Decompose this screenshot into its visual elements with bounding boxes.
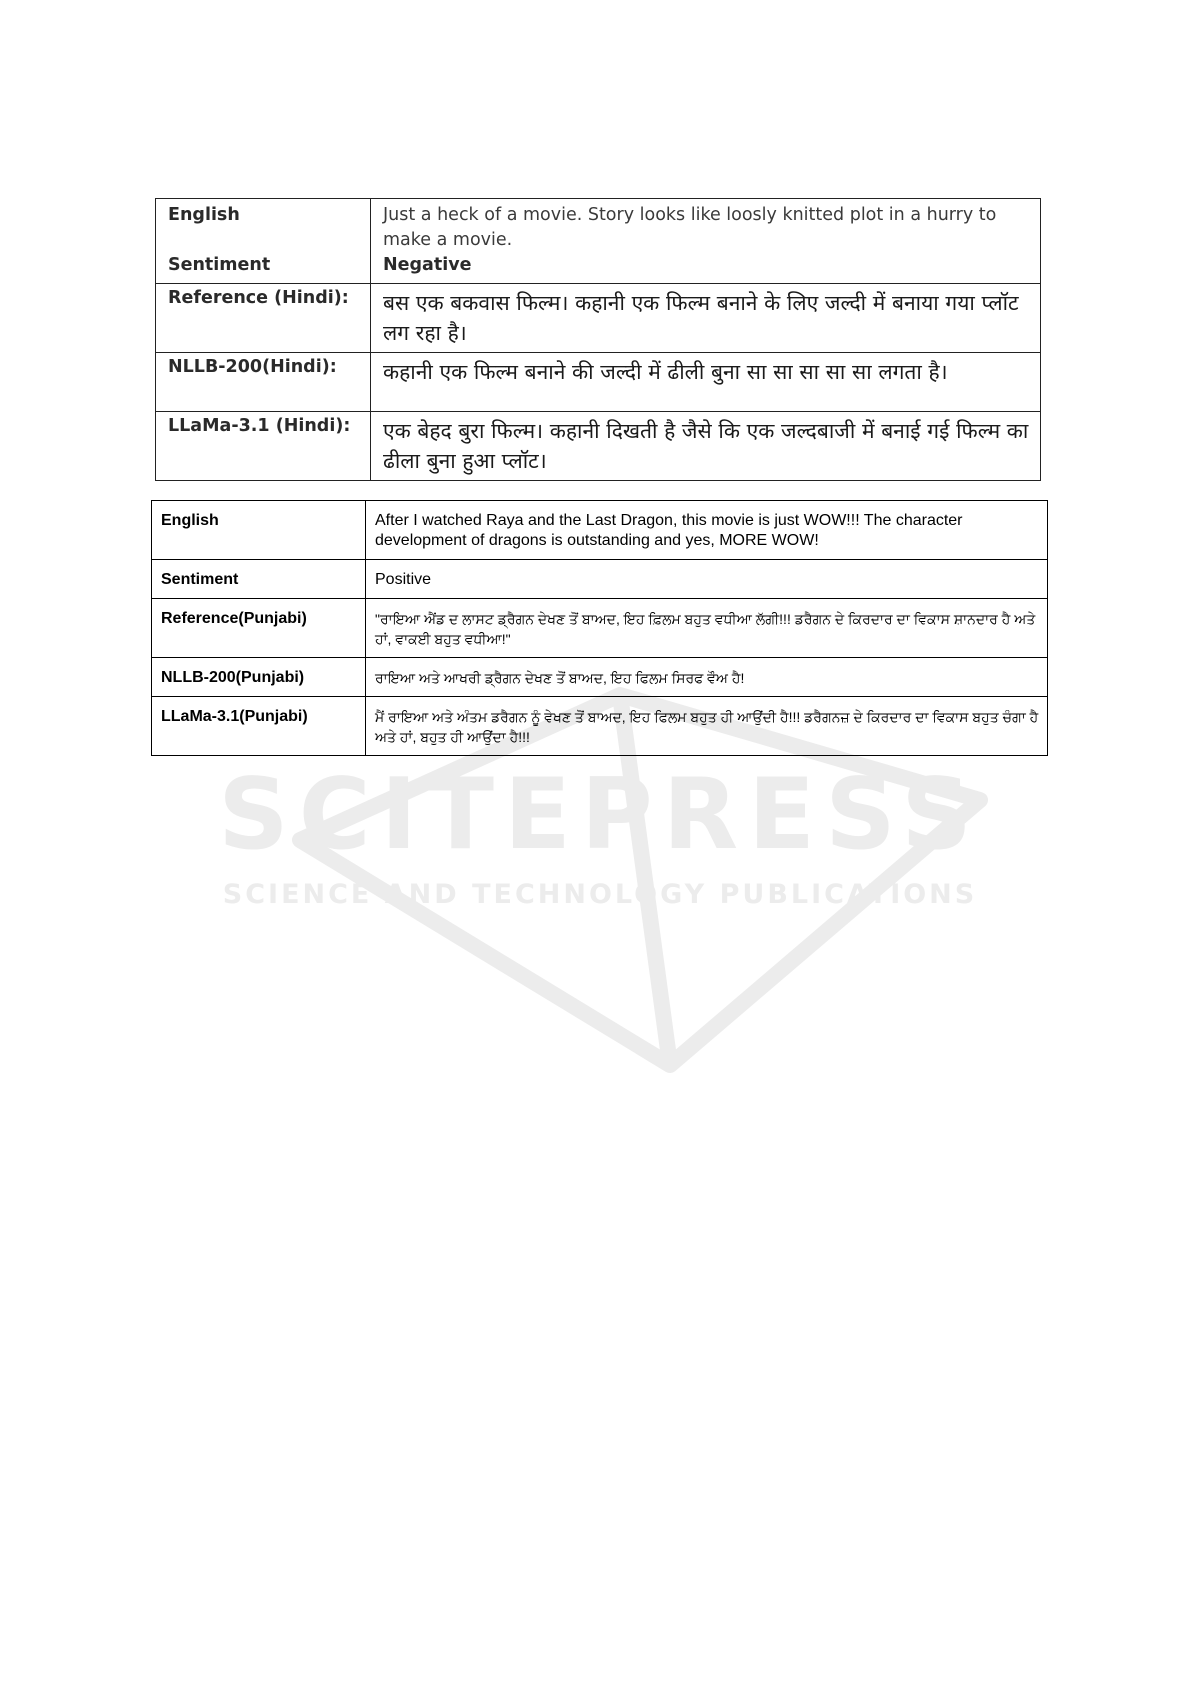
label-cell [156, 199, 371, 284]
row-text: ਰਾਇਆ ਅਤੇ ਆਖਰੀ ਡ੍ਰੈਗਨ ਦੇਖਣ ਤੋਂ ਬਾਅਦ, ਇਹ ਫਿਲਮ ਸਿਰਫ ਵੌਅ ਹੈ! [366, 658, 1048, 697]
row-label: Reference(Punjabi) [152, 599, 366, 658]
table-row [152, 560, 1048, 599]
table-row [156, 353, 1041, 412]
table-row [152, 658, 1048, 697]
row-label: LLaMa-3.1(Punjabi) [152, 697, 366, 756]
row-label: NLLB-200(Punjabi) [152, 658, 366, 697]
row-text: एक बेहद बुरा फिल्म। कहानी दिखती है जैसे कि एक जल्दबाजी में बनाई गई फिल्म का ढीला बुना हुआ प्लॉट। [371, 412, 1041, 481]
row-label: LLaMa-3.1 (Hindi): [156, 412, 371, 481]
row-text: "ਰਾਇਆ ਐਂਡ ਦ ਲਾਸਟ ਡ੍ਰੈਗਨ ਦੇਖਣ ਤੋਂ ਬਾਅਦ, ਇਹ ਫ਼ਿਲਮ ਬਹੁਤ ਵਧੀਆ ਲੱਗੀ!!! ਡਰੈਗਨ ਦੇ ਕਿਰਦਾਰ ਦਾ ਵਿਕਾਸ ਸ਼ਾਨਦਾਰ ਹੈ ਅਤੇ ਹਾਂ, ਵਾਕਈ ਬਹੁਤ ਵਧੀਆ!" [366, 599, 1048, 658]
table-row [152, 501, 1048, 560]
hindi-translation-table [155, 198, 1041, 481]
value-cell [371, 199, 1041, 284]
english-label: English [168, 205, 240, 225]
sentiment-label: Sentiment [168, 255, 271, 275]
row-text: कहानी एक फिल्म बनाने की जल्दी में ढीली बुना सा सा सा सा सा लगता है। [371, 353, 1041, 412]
row-text: After I watched Raya and the Last Dragon, this movie is just WOW!!! The character development of dragons is outstanding and yes, MORE WOW! [366, 501, 1048, 560]
table-row [156, 284, 1041, 353]
row-label: NLLB-200(Hindi): [156, 353, 371, 412]
english-text: Just a heck of a movie. Story looks like loosly knitted plot in a hurry to make a movie. [383, 205, 997, 250]
table-row [156, 199, 1041, 284]
row-text: बस एक बकवास फिल्म। कहानी एक फिल्म बनाने के लिए जल्दी में बनाया गया प्लॉट लग रहा है। [371, 284, 1041, 353]
table-row [152, 697, 1048, 756]
table-row [152, 599, 1048, 658]
table-row [156, 412, 1041, 481]
punjabi-translation-table [151, 500, 1048, 756]
row-label: English [152, 501, 366, 560]
watermark-title: SCITEPRESS [218, 758, 982, 872]
row-label: Reference (Hindi): [156, 284, 371, 353]
row-text: Positive [366, 560, 1048, 599]
sentiment-value: Negative [383, 255, 472, 275]
row-label: Sentiment [152, 560, 366, 599]
watermark-subtitle: SCIENCE AND TECHNOLOGY PUBLICATIONS [222, 879, 978, 910]
spacer [168, 228, 360, 253]
row-text: ਮੈਂ ਰਾਇਆ ਅਤੇ ਅੰਤਮ ਡਰੈਗਨ ਨੂੰ ਵੇਖਣ ਤੋਂ ਬਾਅਦ, ਇਹ ਫਿਲਮ ਬਹੁਤ ਹੀ ਆਉਂਦੀ ਹੈ!!! ਡਰੈਗਨਜ਼ ਦੇ ਕਿਰਦਾਰ ਦਾ ਵਿਕਾਸ ਬਹੁਤ ਚੰਗਾ ਹੈ ਅਤੇ ਹਾਂ, ਬਹੁਤ ਹੀ ਆਉਂਦਾ ਹੈ!!! [366, 697, 1048, 756]
